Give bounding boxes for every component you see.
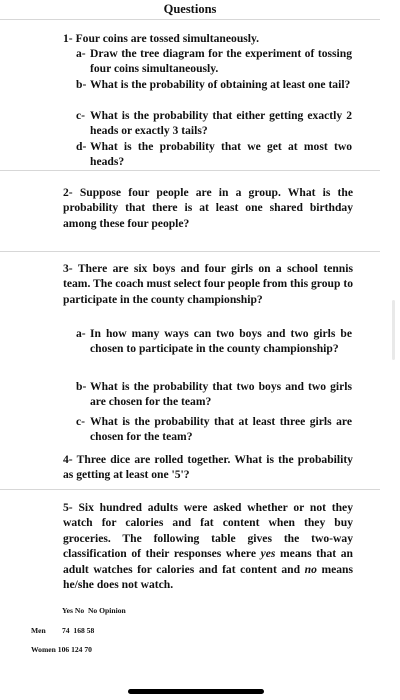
section-divider <box>0 489 380 490</box>
question-1b-text: What is the probability of obtaining at least one tail? <box>90 78 351 91</box>
section-divider <box>0 170 380 171</box>
home-indicator[interactable] <box>128 689 264 694</box>
scrollbar[interactable] <box>392 300 395 360</box>
table-row-women: Women 106 124 70 <box>31 645 92 654</box>
question-5-text-part3: means he/she does not watch. <box>63 562 353 592</box>
table-row-men-values: 74 168 58 <box>62 626 95 635</box>
question-3a-text: In how many ways can two boys and two girls be chosen to participate in the county championship? <box>90 327 352 356</box>
section-divider <box>0 251 380 252</box>
question-3 <box>63 261 353 307</box>
question-5 <box>63 500 353 592</box>
question-4-text: Three dice are rolled together. What is the probability as getting at least one '5'? <box>63 453 353 482</box>
question-3b-text: What is the probability that two boys and two girls are chosen for the team? <box>90 380 352 409</box>
question-1-number: 1- <box>63 32 73 45</box>
question-3a-label: a- <box>76 327 86 340</box>
question-1-text: Four coins are tossed simultaneously. <box>75 32 260 45</box>
question-3b <box>76 379 352 410</box>
question-3b-label: b- <box>76 380 87 393</box>
question-5-no-word: no <box>304 562 317 576</box>
question-1d <box>76 139 352 170</box>
question-4 <box>63 452 353 483</box>
question-4-number: 4- <box>63 453 73 466</box>
question-1c <box>76 108 352 139</box>
title-divider <box>0 19 380 20</box>
question-5-number: 5- <box>63 501 73 514</box>
question-1d-text: What is the probability that we get at most two heads? <box>90 140 352 169</box>
question-5-yes-word: yes <box>260 547 276 561</box>
table-header: Yes No No Opinion <box>62 606 126 615</box>
question-1b-label: b- <box>76 78 87 91</box>
question-2 <box>63 185 353 231</box>
question-3c <box>76 414 352 445</box>
question-3c-label: c- <box>76 415 86 428</box>
question-3a <box>76 326 352 357</box>
question-3-number: 3- <box>63 262 73 275</box>
question-5-text-part1: Six hundred adults were asked whether or not they watch for calories and fat content when they buy groceries. The following table gives the two-way classification of their responses where <box>63 501 353 561</box>
question-1d-label: d- <box>76 140 87 153</box>
question-1c-label: c- <box>76 109 86 122</box>
question-1b <box>76 77 352 92</box>
question-1a <box>76 46 352 77</box>
table-row-men-label: Men <box>31 626 46 635</box>
question-3c-text: What is the probability that at least three girls are chosen for the team? <box>90 415 352 444</box>
question-1a-text: Draw the tree diagram for the experiment of tossing four coins simultaneously. <box>90 47 352 76</box>
question-5-text-part2: means that an adult watches for calories and fat content and <box>63 547 354 576</box>
question-1 <box>63 31 353 46</box>
question-3-text: There are six boys and four girls on a school tennis team. The coach must select four people from this group to participate in the county championship? <box>63 262 353 306</box>
question-2-number: 2- <box>63 186 73 199</box>
question-1a-label: a- <box>76 47 86 60</box>
question-1c-text: What is the probability that either getting exactly 2 heads or exactly 3 tails? <box>90 109 352 138</box>
page-title: Questions <box>163 2 217 16</box>
question-2-text: Suppose four people are in a group. What is the probability that there is at least one shared birthday among these four people? <box>63 186 353 230</box>
